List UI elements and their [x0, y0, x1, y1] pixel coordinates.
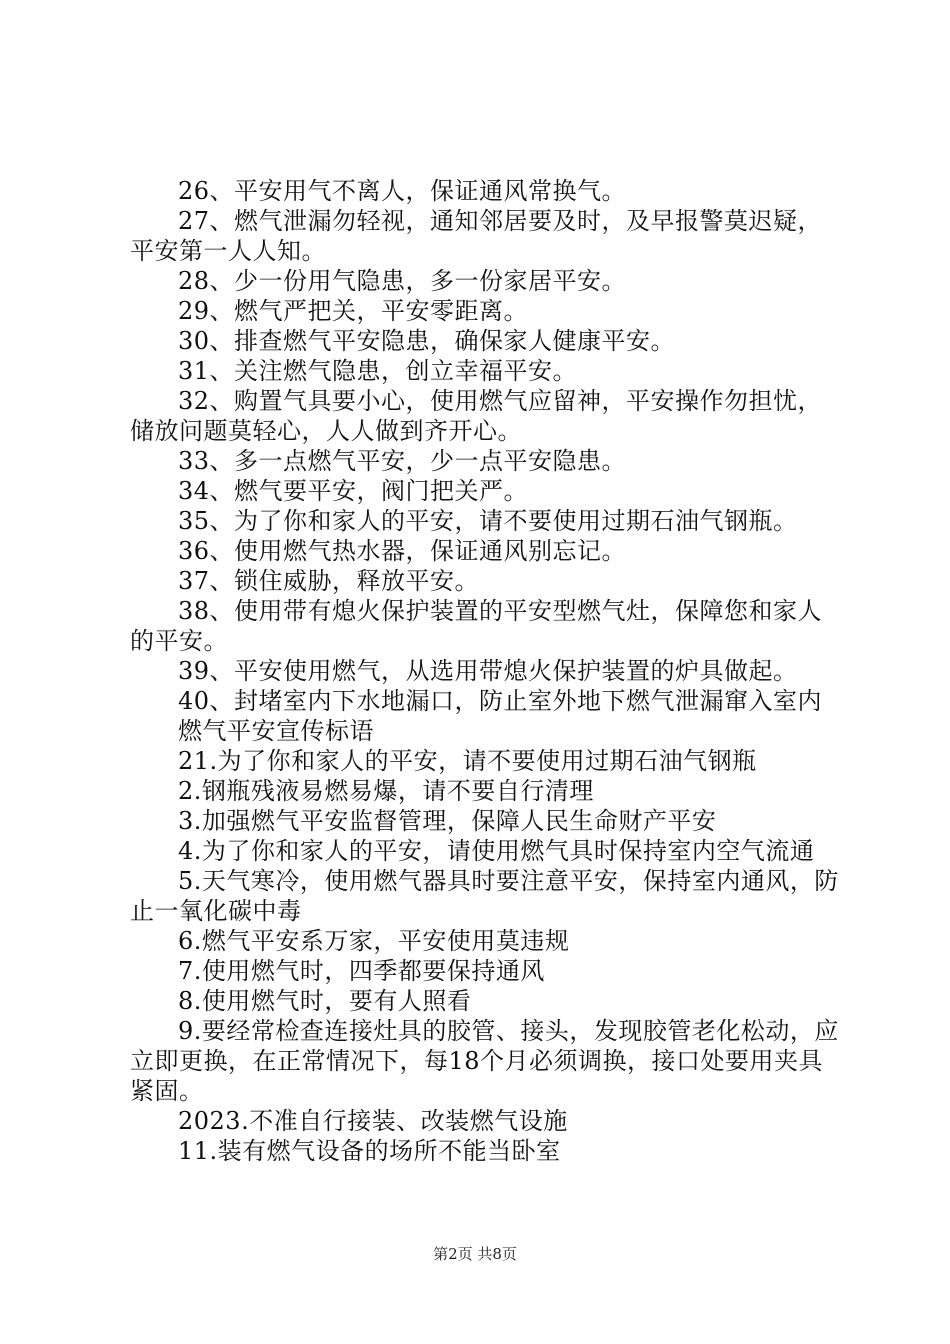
paragraph: 6.燃气平安系万家，平安使用莫违规	[178, 927, 570, 955]
paragraph: 36、使用燃气热水器，保证通风别忘记。	[178, 537, 627, 565]
paragraph: 29、燃气严把关，平安零距离。	[178, 297, 529, 325]
paragraph: 2023.不准自行接装、改装燃气设施	[178, 1107, 568, 1135]
paragraph: 33、多一点燃气平安，少一点平安隐患。	[178, 447, 627, 475]
paragraph: 30、排查燃气平安隐患，确保家人健康平安。	[178, 327, 676, 355]
paragraph: 4.为了你和家人的平安，请使用燃气具时保持室内空气流通	[178, 837, 815, 865]
paragraph: 27、燃气泄漏勿轻视，通知邻居要及时，及早报警莫迟疑，平安第一人人知。	[130, 207, 823, 265]
section-heading: 燃气平安宣传标语	[178, 717, 374, 745]
paragraph: 5.天气寒冷，使用燃气器具时要注意平安，保持室内通风，防止一氧化碳中毒	[130, 867, 839, 925]
paragraph: 28、少一份用气隐患，多一份家居平安。	[178, 267, 627, 295]
paragraph: 7.使用燃气时，四季都要保持通风	[178, 957, 545, 985]
paragraph: 40、封堵室内下水地漏口，防止室外地下燃气泄漏窜入室内	[178, 687, 823, 715]
paragraph: 21.为了你和家人的平安，请不要使用过期石油气钢瓶	[178, 747, 757, 775]
paragraph: 2.钢瓶残液易燃易爆，请不要自行清理	[178, 777, 594, 805]
paragraph: 34、燃气要平安，阀门把关严。	[178, 477, 529, 505]
paragraph: 9.要经常检查连接灶具的胶管、接头，发现胶管老化松动，应立即更换，在正常情况下，每18个月必须调换，接口处要用夹具紧固。	[130, 1017, 839, 1105]
paragraph: 35、为了你和家人的平安，请不要使用过期石油气钢瓶。	[178, 507, 798, 535]
paragraph: 8.使用燃气时，要有人照看	[178, 987, 472, 1015]
document-body	[130, 176, 842, 1166]
page-number-footer: 第2页 共8页	[433, 1245, 517, 1263]
paragraph: 26、平安用气不离人，保证通风常换气。	[178, 177, 627, 205]
paragraph: 11.装有燃气设备的场所不能当卧室	[178, 1137, 561, 1165]
paragraph: 31、关注燃气隐患，创立幸福平安。	[178, 357, 578, 385]
paragraph: 38、使用带有熄火保护装置的平安型燃气灶，保障您和家人的平安。	[130, 597, 823, 655]
paragraph: 3.加强燃气平安监督管理，保障人民生命财产平安	[178, 807, 717, 835]
paragraph: 32、购置气具要小心，使用燃气应留神，平安操作勿担忧，储放问题莫轻心，人人做到齐开心。	[130, 387, 823, 445]
paragraph: 37、锁住威胁，释放平安。	[178, 567, 480, 595]
paragraph: 39、平安使用燃气，从选用带熄火保护装置的炉具做起。	[178, 657, 798, 685]
